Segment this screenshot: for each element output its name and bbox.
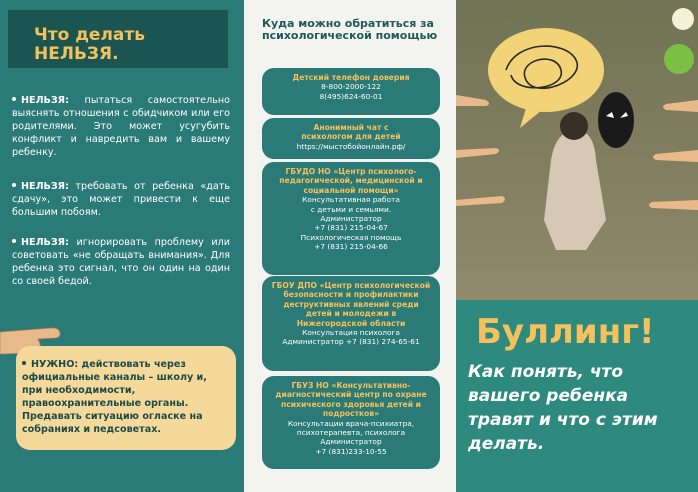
card-title: Анонимный чат с психологом для детей — [301, 123, 401, 142]
card-line: Консультативная работа — [302, 195, 400, 205]
card-line: 8(495)624-60-01 — [319, 91, 383, 101]
need-description: действовать через официальные каналы – школу и, при необходимости, правоохранительные органы. Предавать ситуацию огласке на собраниях и педсоветах. — [22, 359, 207, 435]
card-title: Детский телефон доверия — [292, 73, 410, 82]
left-title-line1: Что делать — [34, 25, 145, 45]
card-line: +7 (831) 215-04-66 — [314, 242, 388, 252]
card-line: с детьми и семьями. — [310, 204, 392, 214]
help-card — [262, 276, 440, 371]
rule-keyword: НЕЛЬЗЯ: — [21, 237, 69, 248]
card-line: Администратор +7 (831) 274-65-61 — [282, 337, 420, 347]
rule-keyword: НЕЛЬЗЯ: — [21, 181, 69, 192]
rule-item — [12, 94, 230, 159]
rule-text: пытаться самостоятельно выяснять отношения с обидчиком или его родителями. Это может усугубить конфликт и навредить вам и вашему ребенку. — [12, 95, 230, 158]
brochure-subtitle: Как понять, что вашего ребенка травят и что с этим делать. — [468, 362, 658, 454]
rule-text: требовать от ребенка «дать сдачу», это может привести к еще большим побоям. — [12, 181, 230, 218]
card-title: ГБОУ ДПО «Центр психологической безопасности и профилактики деструктивных явлений среди детей и молодежи в Нижегородской области — [271, 281, 431, 328]
card-line: +7 (831) 215-04-67 — [314, 223, 388, 233]
card-title: ГБУЗ НО «Консультативно-диагностический центр по охране психического здоровья детей и подростков» — [275, 381, 427, 419]
illustration-art — [456, 0, 698, 300]
logo-icon — [672, 8, 694, 30]
logo-icon — [664, 44, 694, 74]
need-text — [22, 358, 212, 436]
help-card — [262, 118, 440, 159]
help-card — [262, 376, 440, 469]
help-card — [262, 68, 440, 115]
card-line: Администратор — [320, 437, 382, 447]
rule-item — [12, 180, 230, 219]
card-title: ГБУДО НО «Центр психолого-педагогической, медицинской и социальной помощи» — [279, 167, 423, 195]
card-line: Консультации врача-психиатра, — [287, 418, 415, 428]
left-title — [34, 26, 234, 64]
card-line: Психологическая помощь — [300, 232, 402, 242]
help-card — [262, 162, 440, 275]
card-link[interactable]: https://мыстобойонлайн.рф/ — [296, 141, 406, 151]
need-keyword: НУЖНО: — [31, 359, 79, 370]
rule-text: игнорировать проблему или советовать «не обращать внимания». Для ребенка это сигнал, что он один на один со своей бедой. — [12, 237, 230, 287]
brochure-title: Буллинг! — [476, 312, 655, 352]
rule-item — [12, 236, 230, 288]
middle-title: Куда можно обратиться за психологической помощью — [262, 17, 438, 42]
bullying-illustration — [456, 0, 698, 300]
rule-keyword: НЕЛЬЗЯ: — [21, 95, 69, 106]
card-line: Администратор — [320, 214, 382, 224]
card-line: +7 (831)233-10-55 — [315, 446, 387, 456]
left-title-line2: НЕЛЬЗЯ. — [34, 44, 119, 64]
card-line: Консультация психолога — [302, 328, 400, 338]
card-line: психотерапевта, психолога — [296, 428, 406, 438]
card-line: 8-800-2000-122 — [321, 82, 381, 92]
